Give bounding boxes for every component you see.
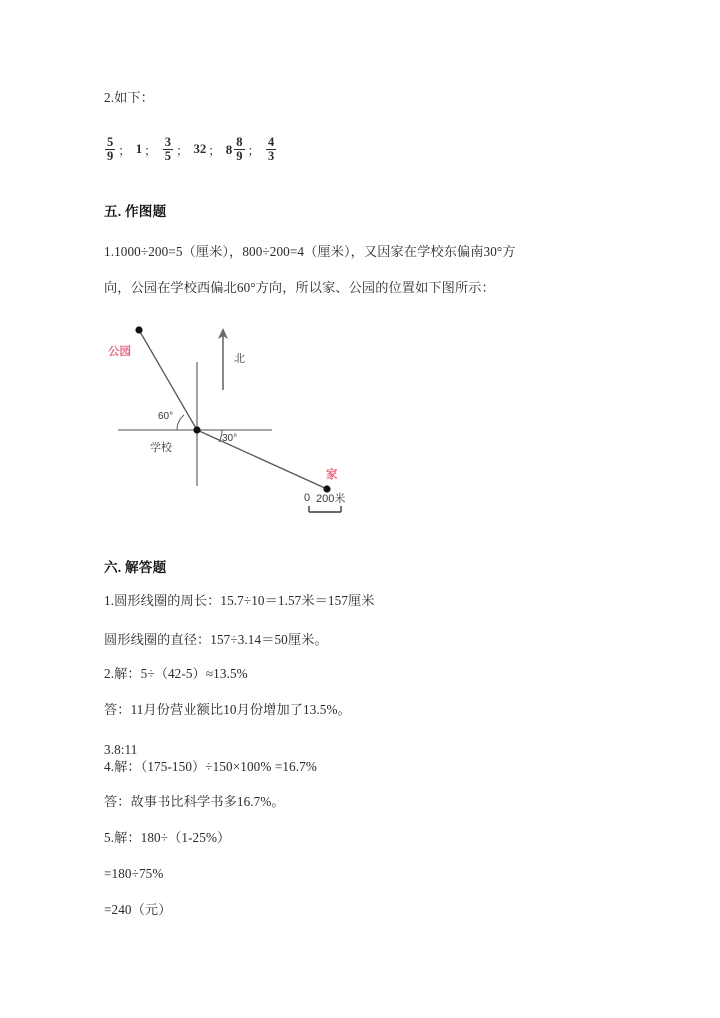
answer-mixed-fraction-5 bbox=[234, 136, 244, 164]
home-label: 家 bbox=[326, 469, 338, 481]
question-2-lead: 2.如下： bbox=[104, 90, 154, 105]
section-five-q1-line2: 向，公园在学校西偏北60°方向，所以家、公园的位置如下图所示： bbox=[104, 280, 495, 295]
school-label: 学校 bbox=[150, 442, 172, 454]
answer-integer-2: 1 bbox=[135, 142, 143, 157]
direction-diagram-svg bbox=[104, 316, 404, 528]
park-point bbox=[135, 326, 142, 333]
denominator: 9 bbox=[107, 149, 114, 164]
section-heading-six: 六. 解答题 bbox=[104, 560, 167, 575]
angle-label-60: 60° bbox=[158, 411, 174, 422]
numerator: 4 bbox=[268, 135, 275, 149]
answer-fraction-3 bbox=[163, 136, 173, 164]
answers-row bbox=[104, 136, 644, 164]
answer-separator: ； bbox=[208, 143, 221, 158]
north-label: 北 bbox=[234, 353, 245, 365]
denominator: 3 bbox=[268, 149, 275, 164]
section-six-line-5: 3.8:11 bbox=[104, 742, 138, 757]
scale-zero-label: 0 bbox=[304, 492, 311, 504]
section-six-line-10: =240（元） bbox=[104, 902, 172, 917]
answer-separator: ； bbox=[144, 143, 157, 158]
section-six-line-4: 答：11月份营业额比10月份增加了13.5%。 bbox=[104, 702, 351, 717]
answer-separator: ； bbox=[118, 143, 131, 158]
answer-fraction-1 bbox=[105, 136, 115, 164]
angle-arc-60 bbox=[177, 415, 184, 430]
section-heading-five: 五. 作图题 bbox=[104, 204, 167, 219]
answer-separator: ； bbox=[175, 143, 189, 158]
direction-diagram bbox=[104, 316, 404, 528]
answer-separator: ； bbox=[247, 143, 261, 158]
answer-fraction-6 bbox=[266, 136, 276, 164]
ray-to-home bbox=[197, 430, 327, 489]
angle-label-30: 30° bbox=[222, 433, 238, 444]
section-six-line-6: 4.解：（175-150）÷150×100% =16.7% bbox=[104, 759, 317, 774]
numerator: 3 bbox=[164, 135, 171, 149]
section-six-line-1: 1.圆形线圈的周长：15.7÷10＝1.57米＝157厘米 bbox=[104, 593, 375, 608]
section-six-line-8: 5.解：180÷（1-25%） bbox=[104, 830, 231, 845]
denominator: 9 bbox=[236, 149, 243, 164]
park-label: 公园 bbox=[108, 346, 131, 358]
section-six-line-3: 2.解：5÷（42-5）≈13.5% bbox=[104, 666, 248, 681]
answer-mixed-whole: 8 bbox=[225, 141, 233, 157]
section-six-line-7: 答：故事书比科学书多16.7%。 bbox=[104, 794, 285, 809]
section-six-line-2: 圆形线圈的直径：157÷3.14＝50厘米。 bbox=[104, 632, 328, 647]
section-five-q1-line1: 1.1000÷200=5（厘米），800÷200=4（厘米），又因家在学校东偏南30°方 bbox=[104, 244, 516, 259]
numerator: 5 bbox=[107, 135, 114, 149]
numerator: 8 bbox=[236, 135, 243, 149]
answer-integer-4: 32 bbox=[193, 142, 207, 157]
scale-value-label: 200米 bbox=[316, 493, 346, 505]
section-six-line-9: =180÷75% bbox=[104, 866, 164, 881]
school-point bbox=[193, 426, 200, 433]
denominator: 5 bbox=[164, 149, 171, 164]
